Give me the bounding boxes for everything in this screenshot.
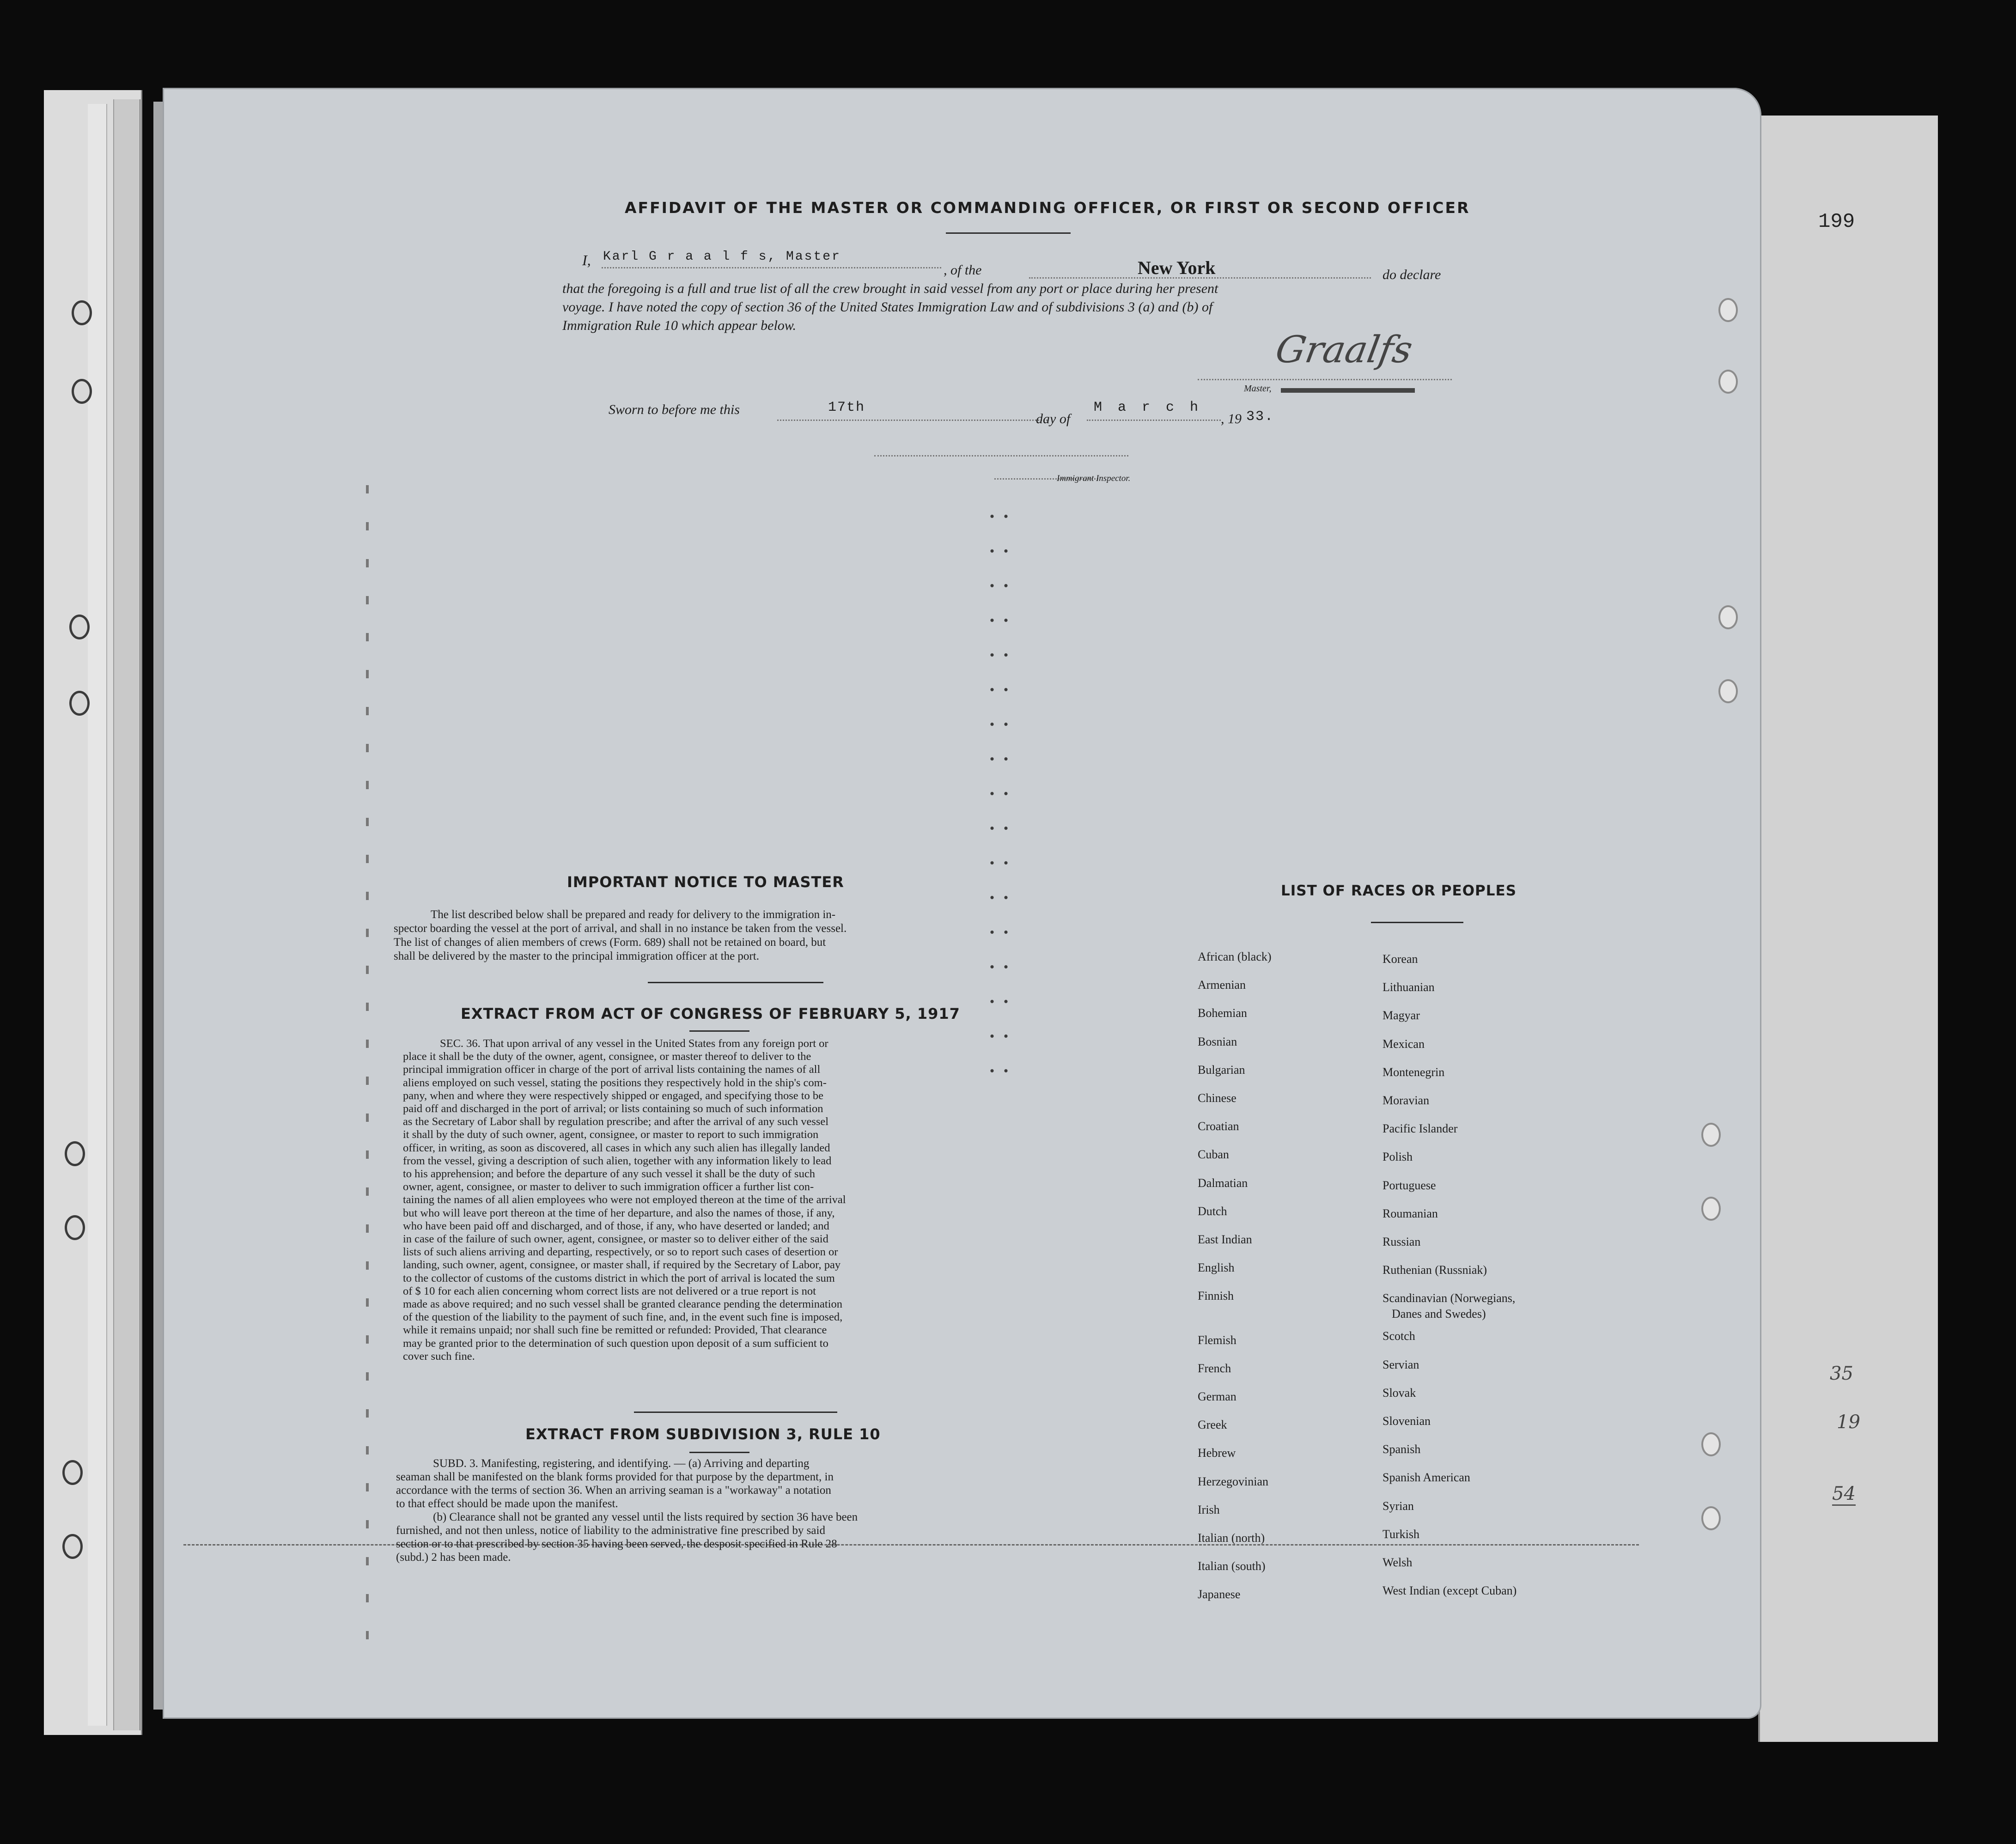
binder-hole [65,1141,85,1166]
act-line: to the collector of customs of the customs district in which the port of arrival is located the sum [403,1272,835,1284]
race-item: Mexican [1383,1037,1425,1051]
binder-hole [1718,298,1738,322]
race-spacer [1198,1310,1272,1326]
race-item: Cuban [1198,1148,1229,1162]
act-title: EXTRACT FROM ACT OF CONGRESS OF FEBRUARY 5, 1917 [461,1005,960,1022]
subdivision-rule [689,1452,749,1453]
name-dotline [602,267,941,268]
act-line: in case of the failure of such owner, agent, consignee, or master so to deliver either of the said [403,1233,828,1246]
act-text [403,1037,1008,1363]
binder-hole [65,1215,85,1240]
race-item: Spanish American [1383,1471,1470,1485]
race-item: African (black) [1198,950,1272,963]
race-item: Herzegovinian [1198,1474,1269,1488]
signature-label: Master, [1244,383,1272,394]
race-item: Scandinavian (Norwegians, [1383,1291,1516,1305]
strikeout-bar [1281,388,1415,393]
binder-hole [1701,1123,1721,1147]
act-line: paid off and discharged in the port of arrival; or lists containing so much of such information [403,1102,823,1115]
races-rule [1371,922,1463,923]
left-page-edge [113,99,140,1730]
subdivision-line: furnished, and not then unless, notice of liability to the administrative fine prescribed by said [396,1524,825,1537]
act-line: to his apprehension; and before the departure of any such vessel it shall be the duty of such [403,1168,815,1181]
race-item: Russian [1383,1235,1421,1249]
signature-dotline [1198,379,1452,380]
race-item: Bosnian [1198,1035,1237,1048]
subdivision-line: accordance with the terms of section 36. When an arriving seaman is a "workaway" a notation [396,1484,831,1497]
subdivision-line: (subd.) 2 has been made. [396,1551,511,1564]
left-margin-ticks [366,485,372,1640]
race-item: Turkish [1383,1527,1419,1541]
sworn-year: 33. [1246,409,1274,425]
subdivision-title: EXTRACT FROM SUBDIVISION 3, RULE 10 [525,1425,881,1443]
subdivision-text [396,1457,1011,1564]
race-item: Ruthenian (Russniak) [1383,1263,1487,1277]
sworn-label: Sworn to before me this [609,402,740,417]
left-page-stack-inner [88,104,107,1726]
race-item: Spanish [1383,1442,1421,1456]
binder-hole [69,691,90,716]
race-item: Dutch [1198,1204,1227,1218]
act-line: while it remains unpaid; nor shall such fine be remitted or refunded: Provided, That clearance [403,1324,827,1337]
perforation-dots [985,499,1013,1100]
act-line: as the Secretary of Labor shall by regulation prescribe; and after the arrival of any such vessel [403,1115,829,1128]
race-item: Welsh [1383,1556,1413,1570]
race-item: Bulgarian [1198,1063,1245,1077]
race-item: Hebrew [1198,1446,1236,1460]
title-rule [946,232,1071,234]
binder-hole [62,1534,83,1559]
inspector-upper-line [874,455,1128,456]
race-item: German [1198,1390,1236,1404]
race-item: English [1198,1261,1235,1275]
race-item: Italian (north) [1198,1531,1265,1545]
act-line: from the vessel, giving a description of such alien, together with any information likely to lead [403,1154,832,1167]
race-item: Scotch [1383,1329,1415,1343]
page-number: 199 [1818,210,1855,233]
act-line: principal immigration officer in charge of the port of arrival lists containing the names of all [403,1063,821,1076]
race-item: French [1198,1361,1231,1375]
race-item: Japanese [1198,1588,1241,1601]
day-dotline [777,420,1048,421]
affidavit-line-3: voyage. I have noted the copy of section 36 of the United States Immigration Law and of subdivisions 3 (a) and (b) of [562,299,1213,315]
binder-hole [1718,370,1738,394]
vessel-name: New York [1138,257,1216,278]
race-item: Lithuanian [1383,980,1435,994]
race-item: Montenegrin [1383,1065,1445,1079]
race-item: Syrian [1383,1499,1414,1513]
binder-hole [1701,1197,1721,1221]
act-end-rule [634,1412,837,1413]
act-line: officer, in writing, as soon as discovered, all cases in which any such alien has illegally landed [403,1141,830,1154]
month-dotline [1087,420,1221,421]
race-item: Finnish [1198,1289,1234,1303]
notice-line: shall be delivered by the master to the principal immigration officer at the port. [394,950,759,962]
act-line: lists of such aliens arriving and departing, respectively, or so to report such cases of desertion or [403,1246,838,1259]
race-item: Flemish [1198,1333,1236,1347]
race-item: Greek [1198,1418,1227,1432]
race-item: Portuguese [1383,1178,1436,1192]
act-line: made as above required; and no such vessel shall be granted clearance pending the determination [403,1298,843,1311]
races-left-column [1198,943,1272,1609]
binder-hole [72,379,92,404]
document-page [163,88,1761,1719]
master-name: Karl G r a a l f s, Master [603,250,841,264]
race-item: Slovenian [1383,1414,1431,1428]
act-line: landing, such owner, agent, consignee, or master shall, if required by the Secretary of Labor, pay [403,1259,841,1272]
race-item: Croatian [1198,1120,1239,1133]
binder-hole [1718,679,1738,703]
notice-line: The list described below shall be prepared and ready for delivery to the immigration in- [431,908,836,921]
act-line: SEC. 36. That upon arrival of any vessel in the United States from any foreign port or [440,1037,828,1050]
race-item: Korean [1383,952,1418,966]
subdivision-line: (b) Clearance shall not be granted any vessel until the lists required by section 36 have been [433,1511,858,1523]
race-item: Chinese [1198,1091,1236,1105]
act-line: of $ 10 for each alien concerning whom correct lists are not delivered or a true report is not [403,1284,816,1297]
binder-hole [1701,1506,1721,1530]
race-item: East Indian [1198,1233,1252,1247]
act-line: of the question of the liability to the payment of such fine, and, in the event such fine is imposed, [403,1311,843,1324]
of-the-label: , of the [944,262,982,278]
do-declare-label: do declare [1383,267,1441,282]
act-line: but who will leave port thereon at the time of her departure, and also the names of those, if any, [403,1206,835,1219]
race-item: Moravian [1383,1094,1430,1108]
day-of-label: day of [1036,411,1071,426]
race-item: Irish [1198,1503,1220,1516]
sworn-day: 17th [828,400,865,415]
affidavit-title: AFFIDAVIT OF THE MASTER OR COMMANDING OFFICER, OR FIRST OR SECOND OFFICER [625,199,1470,217]
act-rule [689,1030,749,1032]
race-item: Roumanian [1383,1206,1438,1220]
sworn-month: M a r c h [1094,400,1202,415]
race-item: Pacific Islander [1383,1122,1458,1136]
master-signature: Graalfs [1272,328,1416,371]
margin-note-3: 54 [1832,1483,1856,1506]
binder-hole [62,1460,83,1485]
notice-title: IMPORTANT NOTICE TO MASTER [567,873,844,891]
affidavit-i: I, [582,252,591,268]
subdivision-line: SUBD. 3. Manifesting, registering, and identifying. — (a) Arriving and departing [433,1457,810,1470]
race-item: Italian (south) [1198,1559,1266,1573]
act-line: may be granted prior to the determination of such question upon deposit of a sum sufficient to [403,1337,828,1350]
race-item: Armenian [1198,978,1246,992]
race-item: Slovak [1383,1386,1416,1400]
binder-hole [1701,1432,1721,1456]
act-line: owner, agent, consignee, or master to deliver to such immigration officer a further list con- [403,1181,814,1193]
race-item: Polish [1383,1150,1413,1164]
race-item: Bohemian [1198,1006,1247,1020]
binder-hole [1718,605,1738,629]
race-item: Magyar [1383,1009,1420,1022]
act-line: it shall by the duty of such owner, agent, consignee, or master to report to such immigration [403,1128,819,1141]
inspector-label: Immigrant Inspector. [1057,474,1131,483]
margin-note-1: 35 [1830,1363,1853,1384]
subdivision-line: section or to that prescribed by section 35 having been served, the desposit specified in Rule 28 [396,1538,837,1550]
act-line: place it shall be the duty of the owner, agent, consignee, or master thereof to deliver to the [403,1050,811,1063]
race-item: Danes and Swedes) [1392,1307,1486,1321]
act-line: who have been paid off and discharged, and of those, if any, who have deserted or landed; and [403,1219,829,1232]
races-right-column [1383,945,1517,1605]
act-line: cover such fine. [403,1350,475,1363]
margin-note-2: 19 [1837,1412,1860,1433]
notice-rule [648,982,823,983]
notice-line: The list of changes of alien members of crews (Form. 689) shall not be retained on board, but [394,936,826,949]
notice-line: spector boarding the vessel at the port of arrival, and shall in no instance be taken from the vessel. [394,922,847,935]
subdivision-line: to that effect should be made upon the manifest. [396,1497,618,1510]
act-line: pany, when and where they were respectively shipped or engaged, and specifying those to be [403,1089,824,1102]
notice-text [394,908,1006,963]
act-line: taining the names of all alien employees who were not employed thereon at the time of the arrival [403,1193,846,1206]
binder-hole [69,615,90,639]
act-line: aliens employed on such vessel, stating the positions they respectively hold in the ship's com- [403,1076,827,1089]
binder-hole [72,300,92,325]
subdivision-line: seaman shall be manifested on the blank forms provided for that purpose by the department, in [396,1471,834,1483]
affidavit-line-2: that the foregoing is a full and true list of all the crew brought in said vessel from any port or place during her present [562,281,1218,296]
race-item: West Indian (except Cuban) [1383,1584,1517,1598]
races-title: LIST OF RACES OR PEOPLES [1281,882,1517,899]
race-item: Servian [1383,1357,1419,1371]
affidavit-line-4: Immigration Rule 10 which appear below. [562,318,797,333]
race-item: Dalmatian [1198,1176,1248,1190]
year-prefix: , 19 [1221,411,1242,426]
